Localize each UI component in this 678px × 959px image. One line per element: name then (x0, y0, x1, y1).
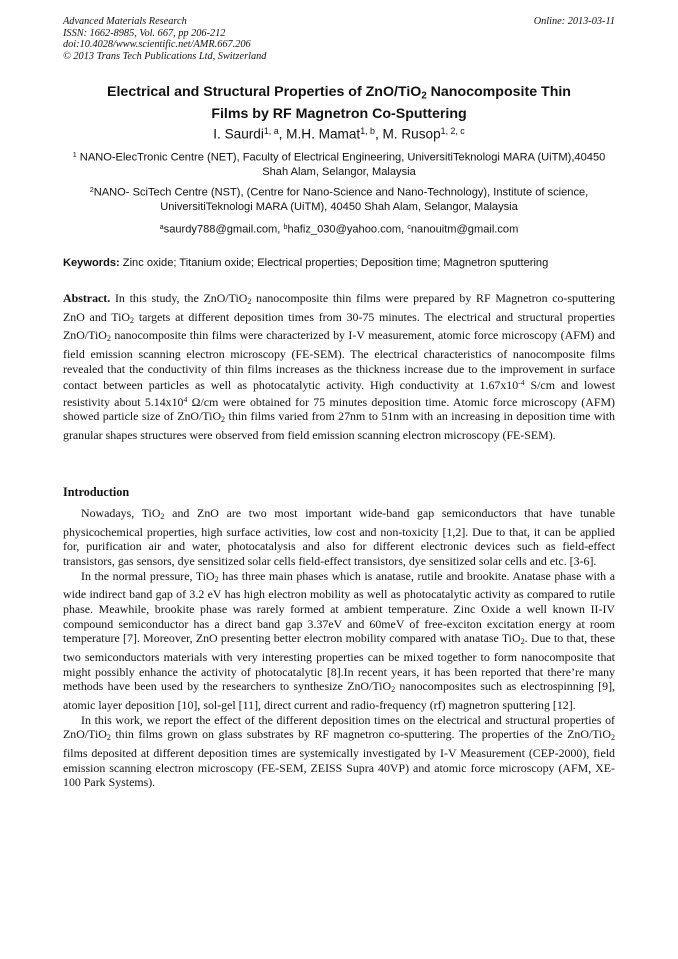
author-name: , M.H. Mamat (278, 126, 361, 142)
journal-doi: doi:10.4028/www.scientific.net/AMR.667.206 (63, 39, 251, 51)
journal-issn: ISSN: 1662-8985, Vol. 667, pp 206-212 (63, 27, 226, 39)
journal-header (63, 16, 266, 62)
journal-copyright: © 2013 Trans Tech Publications Ltd, Switzerland (63, 50, 267, 62)
intro-paragraph-2: In the normal pressure, TiO$_2$ has three main phases which is anatase, rutile and brookite. Anatase phase with a wide indirect band gap of 3.2 eV has high electron mobility as well as photocatalytic activity as compared to rutile phase. Meawhile, brookite phase was rarely formed at ambient temperature. Zinc Oxide a well known II-IV compound semiconductor has a direct band gap 3.37eV and 60meV of free-exciton excitation energy at room temperature [7]. Moreover, ZnO presenting better electron mobility compared with anatase TiO$_2$. Due to that, these two semiconductors materials with very interesting properties can be mixed together to form nanocomposite that might possibly enhance the activity of photocatalytic [8].In recent years, it has been reported that there’re many methods have been used by the researchers to synthesize ZnO/TiO$_2$ nanocomposites such as electrospinning [9], atomic layer deposition [10], sol-gel [11], direct current and radio-frequency (rf) magnetron sputtering [12]. (63, 568, 616, 712)
affiliation-2: $^2$NANO- SciTech Centre (NST), (Centre for Nano-Science and Nano-Technology), Institute of science, UniversitiTeknologi MARA (UiTM), 40450 Shah Alam, Selangor, Malaysia (89, 185, 589, 214)
keywords-label: Keywords: (63, 257, 120, 269)
paper-title: Electrical and Structural Properties of ZnO/TiO$_2$ Nanocomposite Thin Films by RF Magnetron Co-Sputtering (107, 84, 571, 123)
author-emails: $^a$saurdy788@gmail.com, $^b$hafiz_030@yahoo.com, $^c$nanouitm@gmail.com (159, 222, 519, 236)
keywords (63, 256, 615, 270)
email-link[interactable]: nanouitm@gmail.com (410, 223, 519, 236)
journal-name: Advanced Materials Research (63, 16, 187, 27)
intro-paragraph-1: Nowadays, TiO$_2$ and ZnO are two most important wide-band gap semiconductors that have tunable physicochemical properties, high surface activities, low cost and non-toxicity [1,2]. Due to that, it can be applied for, purification air and water, photocatalysis and also for different electronic devices such as field-effect transistors, gas sensors, dye sensitized solar cells field-effect transistors, dye sensitized solar cells and etc. [3-6]. (63, 506, 615, 568)
author-name: I. Saurdi (213, 126, 264, 142)
online-date: Online: 2013-03-11 (533, 16, 615, 27)
email-link[interactable]: hafiz_030@yahoo.com, (287, 223, 408, 236)
intro-paragraph-3: In this work, we report the effect of the different deposition times on the electrical and structural properties of ZnO/TiO$_2$ thin films grown on glass substrates by RF magnetron co-sputtering. The properties of the ZnO/TiO$_2$ films deposited at different deposition times are systemically investigated by I-V Measurement (CEP-2000), field emission scanning electron microscopy (FE-SEM, ZEISS Supra 40VP) and atomic force microscopy (AFM, XE-100 Park Systems). (63, 712, 615, 790)
section-heading-introduction: Introduction (63, 485, 130, 499)
affiliation-1: $^1$ NANO-ElecTronic Centre (NET), Faculty of Electrical Engineering, UniversitiTeknologi MARA (UiTM),40450 Shah Alam, Selangor, Malaysia (72, 150, 606, 179)
email-link[interactable]: saurdy788@gmail.com, (163, 223, 284, 236)
abstract-label: Abstract. (63, 291, 111, 305)
abstract: Abstract. In this study, the ZnO/TiO$_2$ nanocomposite thin films were prepared by RF Magnetron co-sputtering ZnO and TiO$_2$ targets at different deposition times from 30-75 minutes. The electrical and structural properties ZnO/TiO$_2$ nanocomposite thin films were characterized by I-V measurement, atomic force microscopy (AFM) and field emission scanning electron microscopy (FE-SEM). The electrical characteristics of nanocomposite films revealed that the conductivity of thin films increases as the thickness increase due to the improvement in surface contact between particles as well as photocatalytic activity. High conductivity at $1.67x10^{-4}$ S/cm and lowest resistivity about $5.14x10^4$ Ω/cm were obtained for 75 minutes deposition time. Atomic force microscopy (AFM) showed particle size of ZnO/TiO$_2$ thin films varied from 27nm to 51nm with an increasing in deposition time with granular shapes structures were observed from field emission scanning electron microscopy (FE-SEM). (63, 291, 616, 443)
introduction-body (63, 506, 615, 790)
keywords-text: Zinc oxide; Titanium oxide; Electrical properties; Deposition time; Magnetron sputtering (119, 257, 549, 269)
author-list: I. Saurdi$^{1, a}$, M.H. Mamat$^{1, b}$, M. Rusop$^{1, 2, c}$ (213, 126, 465, 142)
author-name: , M. Rusop (374, 126, 441, 142)
